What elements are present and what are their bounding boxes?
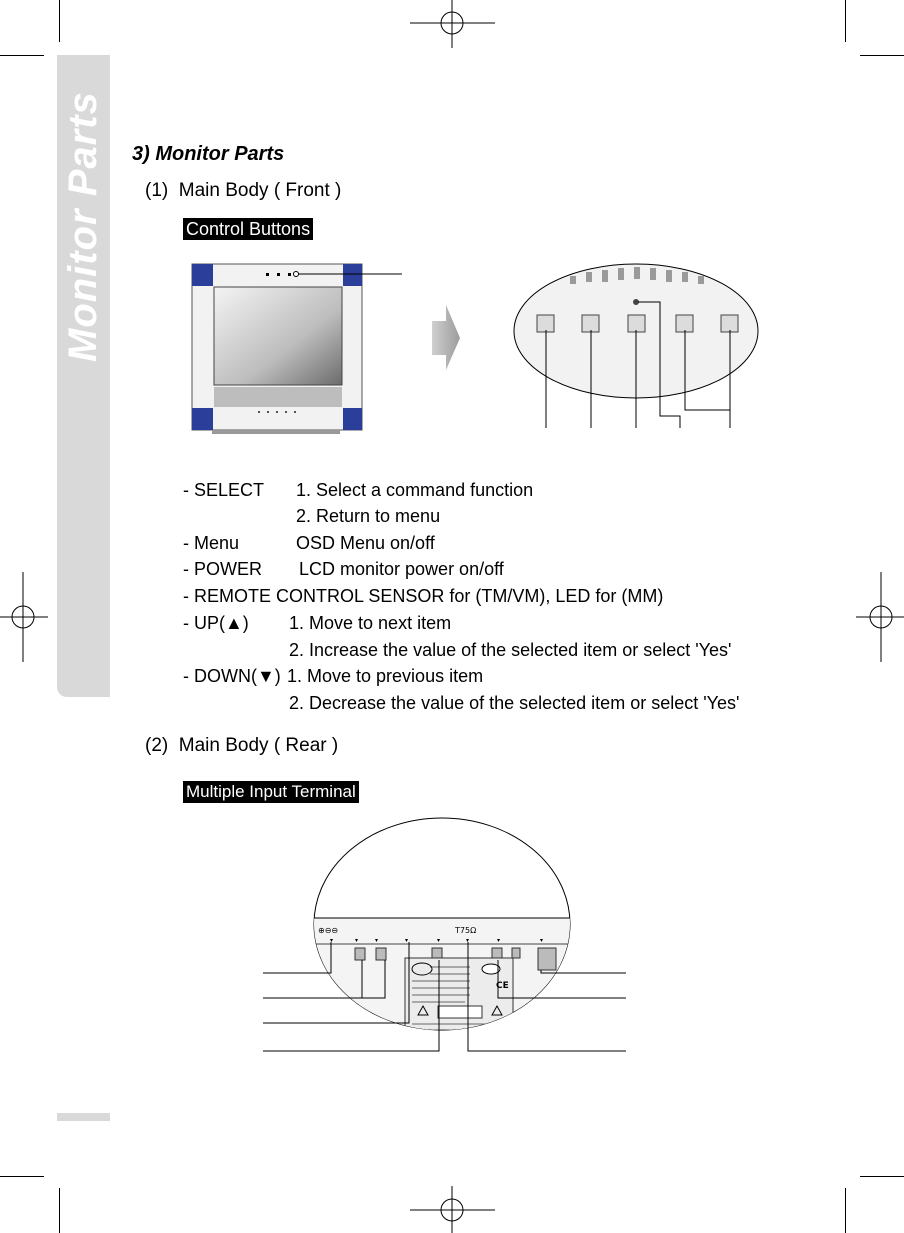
line-select-text: 1. Select a command function	[296, 480, 534, 500]
section-title: 3) Monitor Parts	[132, 143, 285, 165]
line-menu: - Menu	[183, 533, 240, 553]
line-remote: - REMOTE CONTROL SENSOR for (TM/VM), LED for (MM)	[183, 586, 664, 606]
front-heading: (1) Main Body ( Front )	[145, 180, 342, 201]
line-up-text-2: 2. Increase the value of the selected item or select 'Yes'	[289, 640, 732, 660]
rear-heading: (2) Main Body ( Rear )	[145, 735, 339, 756]
control-buttons-label: Control Buttons	[183, 218, 313, 240]
multiple-input-label: Multiple Input Terminal	[183, 781, 359, 803]
line-power-text: LCD monitor power on/off	[299, 559, 504, 579]
side-tab-title: Monitor Parts	[61, 91, 105, 362]
line-up-text: 1. Move to next item	[289, 613, 452, 633]
panel-mark: CE	[496, 981, 509, 991]
line-down-text: 1. Move to previous item	[287, 666, 484, 686]
panel-mark: T75Ω	[455, 926, 477, 935]
line-down-text-2: 2. Decrease the value of the selected item or select 'Yes'	[289, 693, 740, 713]
line-down: - DOWN(▼)	[183, 666, 281, 686]
line-menu-text: OSD Menu on/off	[296, 533, 435, 553]
panel-mark: ⊕⊖⊖	[318, 926, 339, 935]
line-up: - UP(▲)	[183, 613, 249, 633]
line-return-text: 2. Return to menu	[296, 506, 441, 526]
line-power: - POWER	[183, 559, 262, 579]
line-key: - SELECT	[183, 480, 265, 500]
